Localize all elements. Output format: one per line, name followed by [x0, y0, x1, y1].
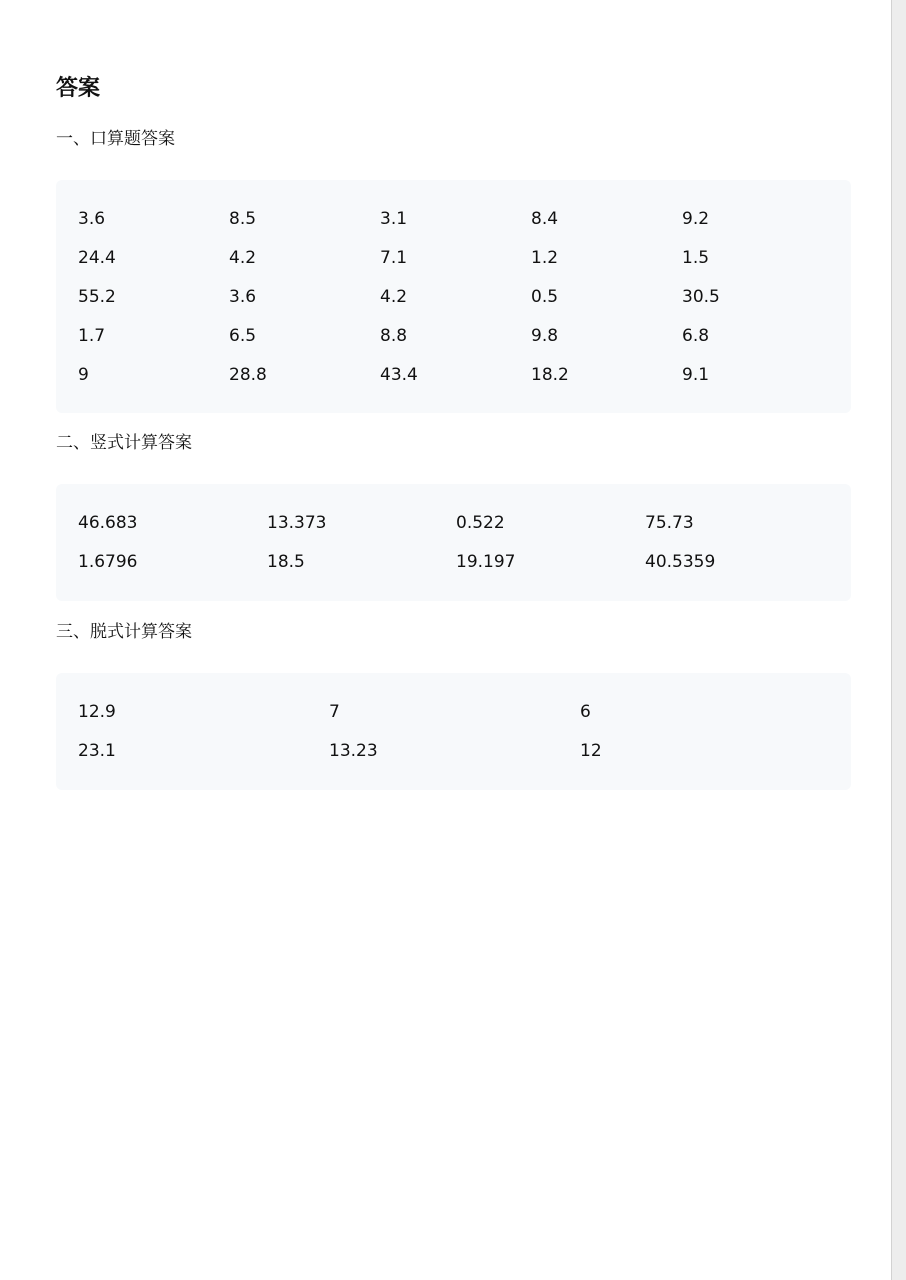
answer-box-vertical [56, 484, 851, 601]
answer-cell: 12 [580, 741, 602, 761]
answer-cell: 7 [329, 702, 340, 722]
answer-cell: 8.8 [380, 326, 408, 346]
section-heading-stepwise: 三、脱式计算答案 [56, 622, 192, 642]
answer-cell: 7.1 [380, 248, 408, 268]
answer-cell: 0.522 [456, 513, 505, 533]
answer-grid-stepwise [78, 693, 851, 771]
page-edge-shadow [891, 0, 906, 1280]
answer-cell: 4.2 [380, 287, 408, 307]
answer-grid-vertical [78, 504, 851, 582]
answer-cell: 46.683 [78, 513, 138, 533]
answer-cell: 75.73 [645, 513, 694, 533]
answer-cell: 9.2 [682, 209, 710, 229]
answer-cell: 0.5 [531, 287, 559, 307]
answer-cell: 1.6796 [78, 552, 138, 572]
answer-cell: 3.1 [380, 209, 408, 229]
page-title: 答案 [56, 76, 101, 101]
answer-cell: 24.4 [78, 248, 116, 268]
answer-cell: 3.6 [229, 287, 257, 307]
answer-cell: 13.373 [267, 513, 327, 533]
answer-cell: 13.23 [329, 741, 378, 761]
answer-cell: 8.5 [229, 209, 257, 229]
section-heading-oral: 一、口算题答案 [56, 129, 175, 149]
answer-cell: 18.5 [267, 552, 305, 572]
answer-cell: 6.5 [229, 326, 257, 346]
answer-grid-oral [78, 200, 851, 395]
answer-cell: 9 [78, 365, 89, 385]
answer-cell: 40.5359 [645, 552, 716, 572]
answer-cell: 55.2 [78, 287, 116, 307]
answer-cell: 6.8 [682, 326, 710, 346]
answer-cell: 1.7 [78, 326, 106, 346]
answer-cell: 18.2 [531, 365, 569, 385]
answer-cell: 3.6 [78, 209, 106, 229]
answer-box-oral [56, 180, 851, 413]
answer-cell: 6 [580, 702, 591, 722]
answer-cell: 9.8 [531, 326, 559, 346]
answer-cell: 8.4 [531, 209, 559, 229]
section-heading-vertical: 二、竖式计算答案 [56, 433, 192, 453]
answer-cell: 28.8 [229, 365, 267, 385]
answer-cell: 30.5 [682, 287, 720, 307]
answer-cell: 19.197 [456, 552, 516, 572]
answer-cell: 12.9 [78, 702, 116, 722]
answer-cell: 4.2 [229, 248, 257, 268]
answer-cell: 1.2 [531, 248, 559, 268]
answer-box-stepwise [56, 673, 851, 790]
answer-cell: 1.5 [682, 248, 710, 268]
answer-cell: 43.4 [380, 365, 418, 385]
answer-cell: 23.1 [78, 741, 116, 761]
answer-cell: 9.1 [682, 365, 710, 385]
